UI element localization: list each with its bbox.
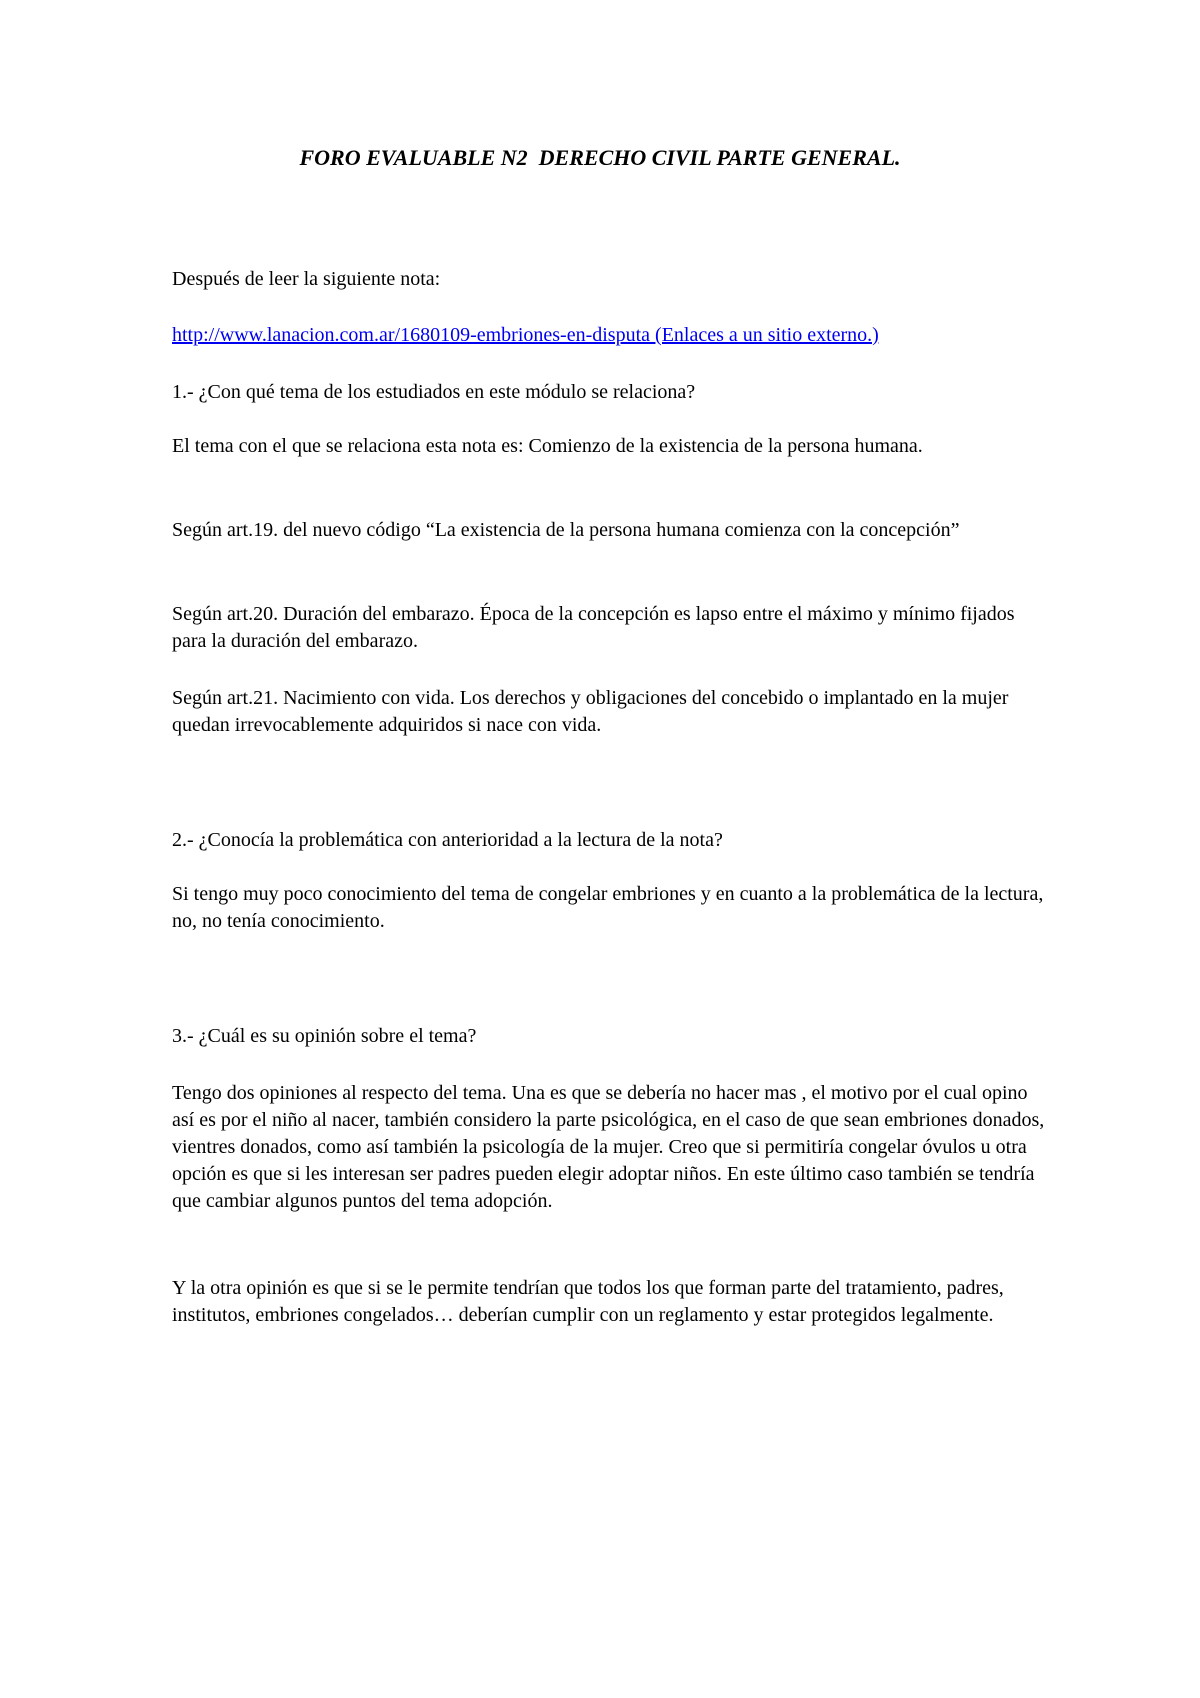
- answer-2-paragraph-1: Si tengo muy poco conocimiento del tema de congelar embriones y en cuanto a la problemática de la lectura, no, no tenía conocimiento.: [172, 883, 1044, 932]
- answer-1-paragraph-2: Según art.19. del nuevo código “La existencia de la persona humana comienza con la concepción”: [172, 519, 960, 541]
- question-2: 2.- ¿Conocía la problemática con anterioridad a la lectura de la nota?: [172, 829, 723, 851]
- question-3: 3.- ¿Cuál es su opinión sobre el tema?: [172, 1025, 477, 1047]
- answer-3-paragraph-2: Y la otra opinión es que si se le permite tendrían que todos los que forman parte del tratamiento, padres, institutos, embriones congelados… deberían cumplir con un reglamento y estar protegidos legalmente.: [172, 1277, 1004, 1326]
- article-link[interactable]: http://www.lanacion.com.ar/1680109-embriones-en-disputa (Enlaces a un sitio externo.): [172, 324, 879, 346]
- intro-text: Después de leer la siguiente nota:: [172, 268, 441, 290]
- answer-3-paragraph-1: Tengo dos opiniones al respecto del tema. Una es que se debería no hacer mas , el motivo por el cual opino así es por el niño al nacer, también considero la parte psicológica, en el caso de que sean embriones donados, vientres donados, como así también la psicología de la mujer. Creo que si permitiría congelar óvulos u otra opción es que si les interesan ser padres pueden elegir adoptar niños. En este último caso también se tendría que cambiar algunos puntos del tema adopción.: [172, 1082, 1045, 1212]
- question-1: 1.- ¿Con qué tema de los estudiados en este módulo se relaciona?: [172, 381, 696, 403]
- article-link-line: [172, 322, 1052, 349]
- answer-1-paragraph-1: El tema con el que se relaciona esta nota es: Comienzo de la existencia de la persona humana.: [172, 435, 923, 457]
- answer-1-paragraph-3: Según art.20. Duración del embarazo. Época de la concepción es lapso entre el máximo y mínimo fijados para la duración del embarazo.: [172, 603, 1015, 652]
- document-title: FORO EVALUABLE N2 DERECHO CIVIL PARTE GENERAL.: [299, 145, 901, 170]
- answer-1-paragraph-4: Según art.21. Nacimiento con vida. Los derechos y obligaciones del concebido o implantado en la mujer quedan irrevocablemente adquiridos si nace con vida.: [172, 687, 1009, 736]
